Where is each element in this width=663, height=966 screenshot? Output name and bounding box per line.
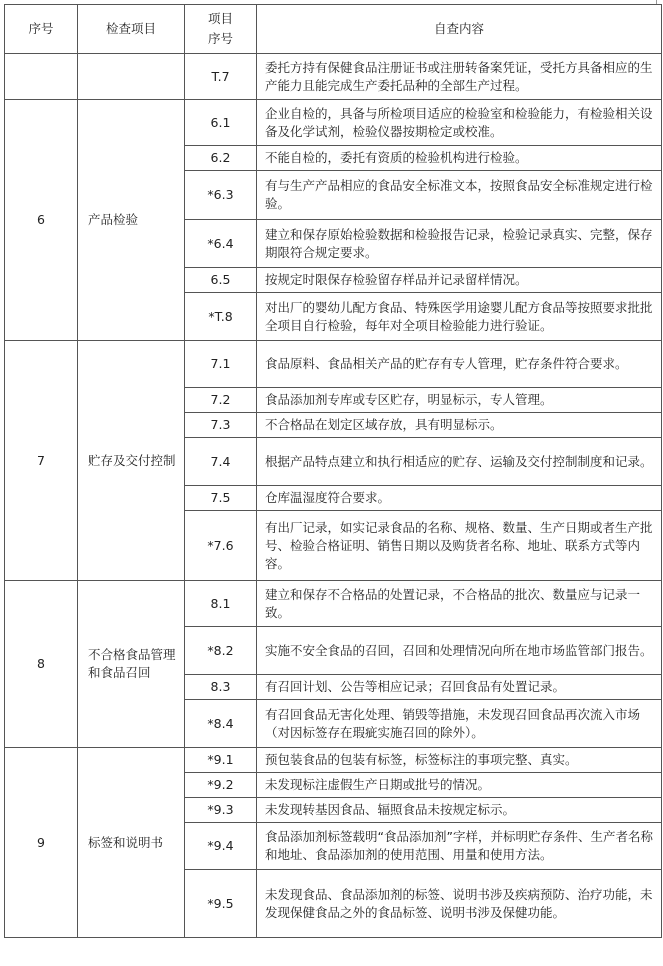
sub-seq-cell: *7.6 [185,511,257,581]
table-row [5,748,662,773]
header-content: 自查内容 [257,5,662,54]
sub-seq-cell: *6.4 [185,220,257,268]
sub-seq-cell: 7.5 [185,486,257,511]
sub-seq-cell: 6.1 [185,100,257,146]
content-cell: 食品添加剂专库或专区贮存，明显标示，专人管理。 [257,388,662,413]
sub-seq-cell: 7.1 [185,341,257,388]
content-cell: 实施不安全食品的召回，召回和处理情况向所在地市场监管部门报告。 [257,627,662,675]
header-seq: 序号 [5,5,78,54]
table-row [5,54,662,100]
sub-seq-cell: 7.3 [185,413,257,438]
item-cell: 产品检验 [78,100,185,341]
content-cell: 未发现转基因食品、辐照食品未按规定标示。 [257,798,662,823]
sub-seq-cell: *9.5 [185,870,257,938]
table-row [5,581,662,627]
table-row [5,100,662,146]
content-cell: 企业自检的，具备与所检项目适应的检验室和检验能力，有检验相关设备及化学试剂，检验仪器按期检定或校准。 [257,100,662,146]
item-cell-empty [78,54,185,100]
sub-seq-cell: *9.2 [185,773,257,798]
content-cell: 不能自检的，委托有资质的检验机构进行检验。 [257,146,662,171]
table-header-row [5,5,662,54]
sub-seq-cell: *6.3 [185,171,257,220]
item-cell: 贮存及交付控制 [78,341,185,581]
sub-seq-cell: 8.3 [185,675,257,700]
content-cell: 有与生产产品相应的食品安全标准文本，按照食品安全标准规定进行检验。 [257,171,662,220]
content-cell: 预包装食品的包装有标签，标签标注的事项完整、真实。 [257,748,662,773]
seq-cell-empty [5,54,78,100]
content-cell: 不合格品在划定区域存放，具有明显标示。 [257,413,662,438]
content-cell: 建立和保存原始检验数据和检验报告记录，检验记录真实、完整，保存期限符合规定要求。 [257,220,662,268]
content-cell: 按规定时限保存检验留存样品并记录留样情况。 [257,268,662,293]
table-row [5,341,662,388]
content-cell: 有召回食品无害化处理、销毁等措施，未发现召回食品再次流入市场（对因标签存在瑕疵实施召回的除外）。 [257,700,662,748]
inspection-table-wrapper [4,4,662,938]
content-cell: 根据产品特点建立和执行相适应的贮存、运输及交付控制制度和记录。 [257,438,662,486]
sub-seq-cell: *9.1 [185,748,257,773]
content-cell: 对出厂的婴幼儿配方食品、特殊医学用途婴儿配方食品等按照要求批批全项目自行检验，每年对全项目检验能力进行验证。 [257,293,662,341]
item-cell: 标签和说明书 [78,748,185,938]
sub-seq-cell: *8.2 [185,627,257,675]
content-cell: 建立和保存不合格品的处置记录，不合格品的批次、数量应与记录一致。 [257,581,662,627]
content-cell: 仓库温湿度符合要求。 [257,486,662,511]
sub-seq-cell: 7.4 [185,438,257,486]
sub-seq-cell: *9.3 [185,798,257,823]
sub-seq-cell: 7.2 [185,388,257,413]
content-cell: 未发现标注虚假生产日期或批号的情况。 [257,773,662,798]
seq-cell: 9 [5,748,78,938]
seq-cell: 8 [5,581,78,748]
content-cell: 委托方持有保健食品注册证书或注册转备案凭证，受托方具备相应的生产能力且能完成生产委托品种的全部生产过程。 [257,54,662,100]
content-cell: 未发现食品、食品添加剂的标签、说明书涉及疾病预防、治疗功能，未发现保健食品之外的食品标签、说明书涉及保健功能。 [257,870,662,938]
content-cell: 有出厂记录，如实记录食品的名称、规格、数量、生产日期或者生产批号、检验合格证明、销售日期以及购货者名称、地址、联系方式等内容。 [257,511,662,581]
seq-cell: 6 [5,100,78,341]
item-cell: 不合格食品管理和食品召回 [78,581,185,748]
seq-cell: 7 [5,341,78,581]
self-inspection-table [4,4,662,938]
content-cell: 有召回计划、公告等相应记录；召回食品有处置记录。 [257,675,662,700]
sub-seq-cell: T.7 [185,54,257,100]
sub-seq-cell: 6.2 [185,146,257,171]
sub-seq-cell: *T.8 [185,293,257,341]
sub-seq-cell: *9.4 [185,823,257,870]
sub-seq-cell: 6.5 [185,268,257,293]
content-cell: 食品添加剂标签载明“食品添加剂”字样，并标明贮存条件、生产者名称和地址、食品添加剂的使用范围、用量和使用方法。 [257,823,662,870]
sub-seq-cell: 8.1 [185,581,257,627]
header-item: 检查项目 [78,5,185,54]
header-sub-seq: 项目 序号 [185,5,257,54]
sub-seq-cell: *8.4 [185,700,257,748]
content-cell: 食品原料、食品相关产品的贮存有专人管理，贮存条件符合要求。 [257,341,662,388]
